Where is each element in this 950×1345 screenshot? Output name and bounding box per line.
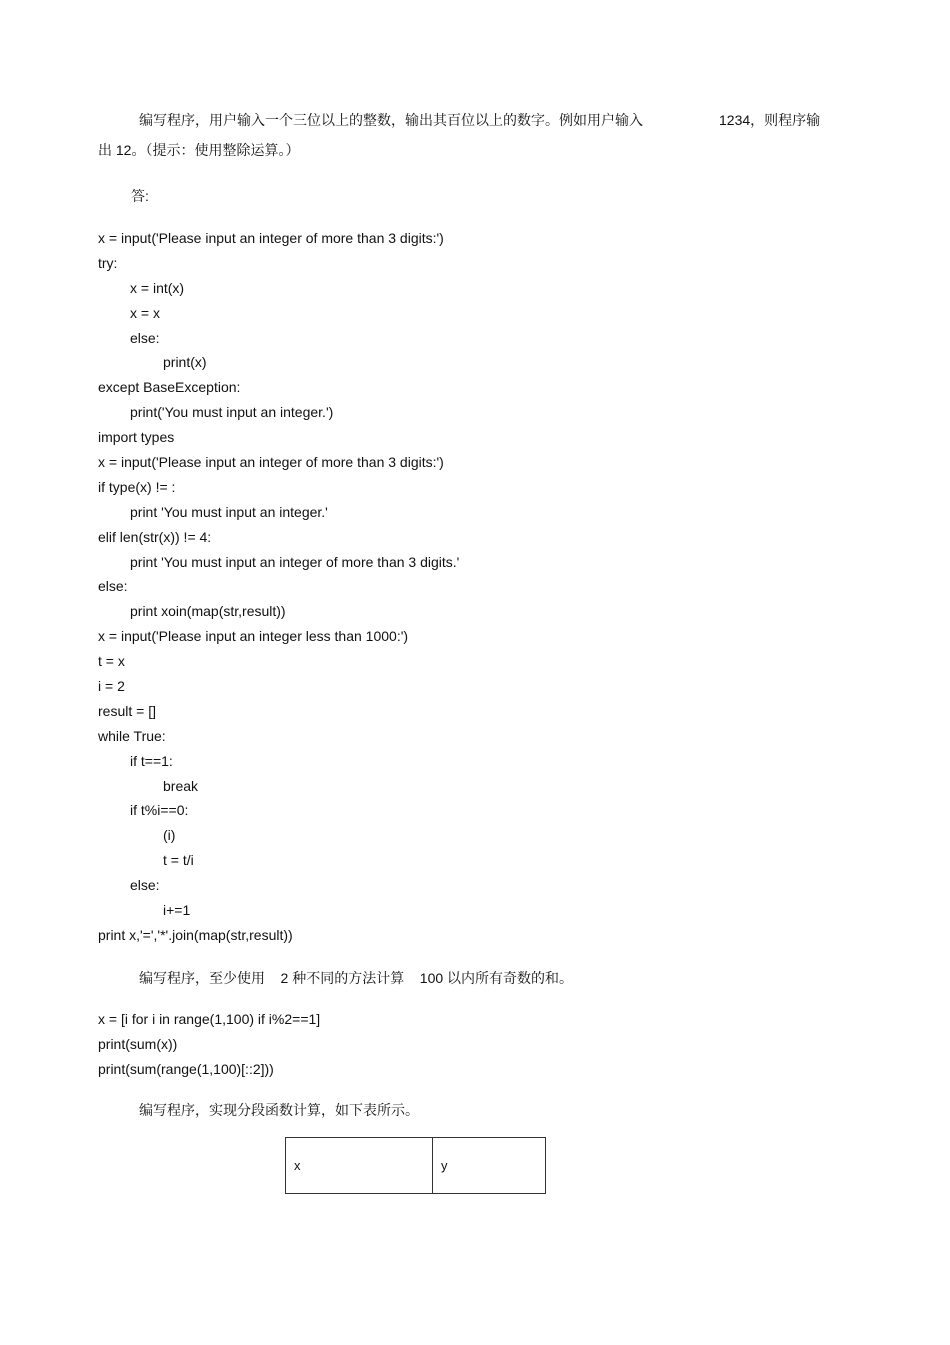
code-line: x = input('Please input an integer of more than 3 digits:')	[98, 230, 444, 246]
question-1-continuation: 出 12。（提示：使用整除运算。）	[98, 142, 300, 158]
question-1-sentence: 编写程序，用户输入一个三位以上的整数，输出其百位以上的数字。例如用户输入	[139, 112, 643, 128]
code-line: x = input('Please input an integer less than 1000:')	[98, 628, 409, 645]
table-header-y: y	[433, 1138, 546, 1194]
code-line: else:	[98, 578, 128, 595]
code-line: if t==1:	[130, 752, 173, 769]
question-1-text	[139, 110, 829, 130]
code-line: t = x	[98, 653, 125, 670]
code-line: print 'You must input an integer.'	[130, 503, 328, 520]
code-line: while True:	[98, 727, 166, 744]
question-1-example-number: 1234，则程序输	[719, 112, 821, 128]
code-line: except BaseException:	[98, 379, 241, 396]
code-line: i+=1	[163, 902, 191, 919]
code-block-2	[98, 1010, 320, 1085]
code-line: else:	[130, 329, 160, 346]
code-line: print 'You must input an integer of more than 3 digits.'	[130, 553, 460, 570]
code-line: print(x)	[163, 354, 207, 371]
piecewise-function-table	[285, 1137, 546, 1194]
code-line: import types	[98, 429, 175, 446]
code-line: if t%i==0:	[130, 802, 189, 819]
code-line: print(sum(x))	[98, 1035, 178, 1052]
code-line: print(sum(range(1,100)[::2]))	[98, 1060, 274, 1077]
code-line: try:	[98, 254, 118, 271]
code-line: print('You must input an integer.')	[130, 404, 334, 421]
code-line: if type(x) != :	[98, 478, 176, 495]
code-line: t = t/i	[163, 852, 194, 869]
code-line: x = int(x)	[130, 279, 185, 296]
code-line: (i)	[163, 827, 176, 844]
table-row	[286, 1138, 546, 1194]
code-block-1	[98, 229, 459, 951]
code-line: break	[163, 777, 199, 794]
code-line: x = x	[130, 304, 160, 321]
table-header-x: x	[286, 1138, 433, 1194]
answer-label: 答:	[131, 188, 149, 204]
code-line: result = []	[98, 702, 156, 719]
code-line: x = [i for i in range(1,100) if i%2==1]	[98, 1011, 321, 1027]
code-line: else:	[130, 877, 160, 894]
code-line: print xoin(map(str,result))	[130, 603, 286, 620]
code-line: elif len(str(x)) != 4:	[98, 528, 212, 545]
code-line: x = input('Please input an integer of more than 3 digits:')	[98, 454, 444, 471]
question-3-text: 编写程序，实现分段函数计算，如下表所示。	[139, 1102, 419, 1118]
code-line: print x,'=','*'.join(map(str,result))	[98, 926, 293, 943]
question-2-text: 编写程序，至少使用 2 种不同的方法计算 100 以内所有奇数的和。	[139, 970, 574, 986]
code-line: i = 2	[98, 678, 125, 695]
